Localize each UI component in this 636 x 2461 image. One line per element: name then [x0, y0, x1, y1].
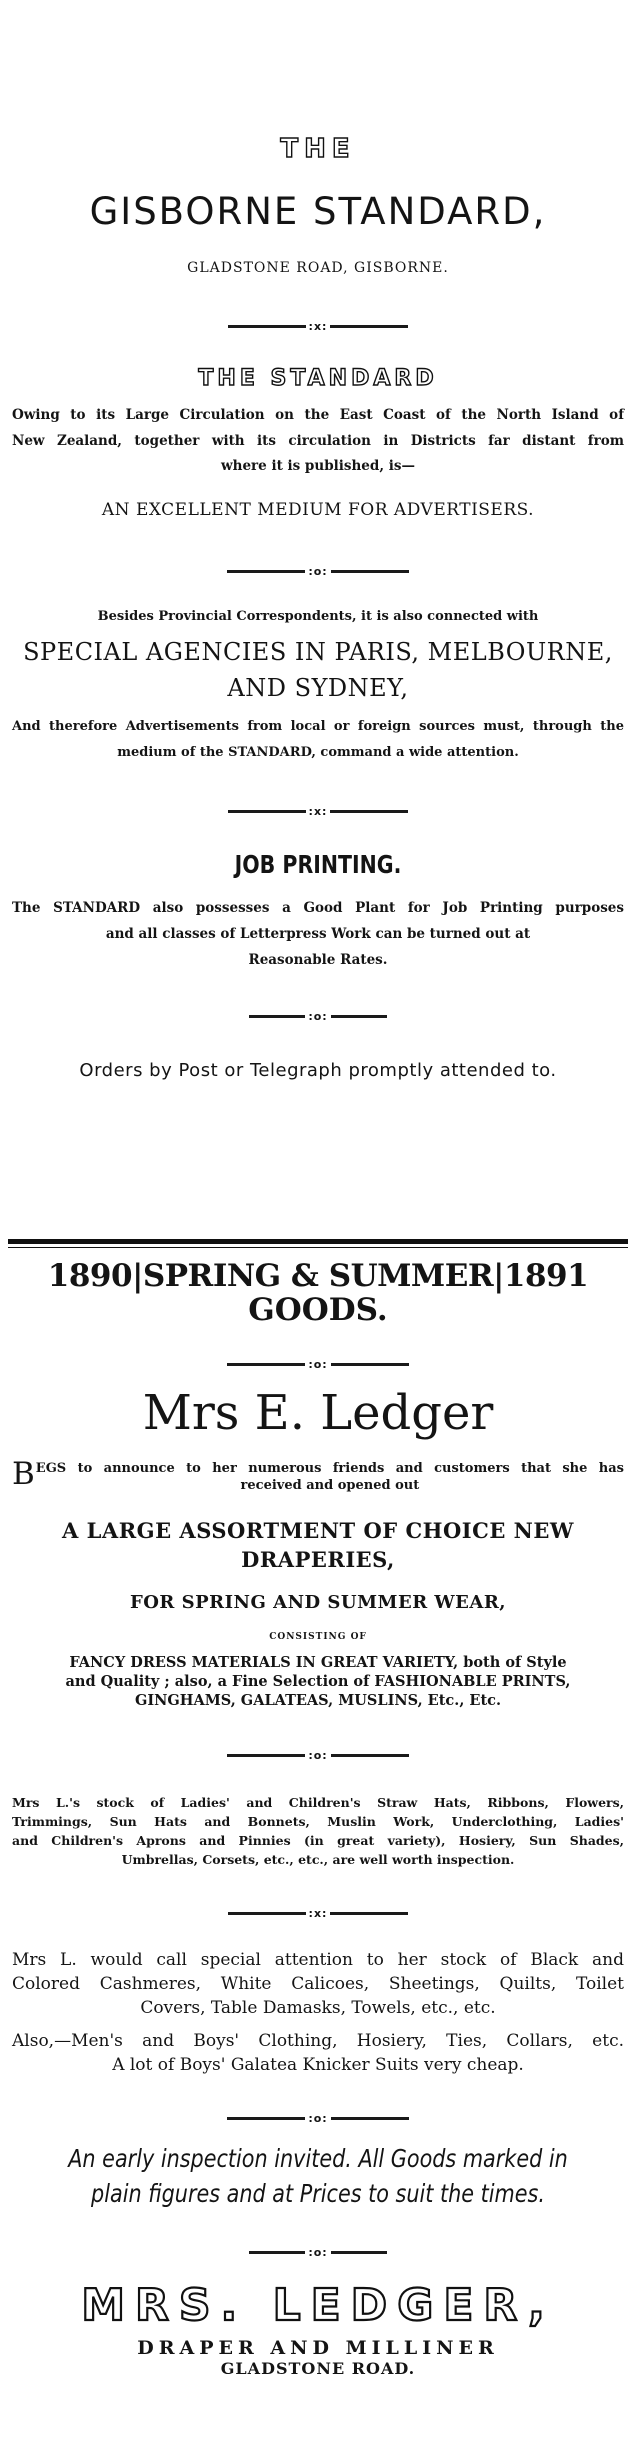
divider-ornament: :o: [0, 1358, 636, 1371]
divider-ornament: :o: [0, 2246, 636, 2259]
attention-line-1: Mrs L. would call special attention to her stock of Black and [12, 1950, 624, 1970]
divider-ornament: :x: [0, 320, 636, 333]
fancy-line-3: GINGHAMS, GALATEAS, MUSLINS, Etc., Etc. [134, 1692, 502, 1709]
proprietor-name: Mrs E. Ledger [142, 1385, 494, 1441]
footer-address: GLADSTONE ROAD. [220, 2359, 416, 2378]
job-printing-line-2: and all classes of Letterpress Work can be turned out at [105, 926, 531, 942]
job-printing-line-3: Reasonable Rates. [248, 952, 388, 968]
attention-line-2: Colored Cashmeres, White Calicoes, Sheetings, Quilts, Toilet [12, 1974, 624, 1994]
also-line-1: Also,—Men's and Boys' Clothing, Hosiery, Ties, Collars, etc. [12, 2031, 624, 2051]
masthead-address: GLADSTONE ROAD, GISBORNE. [187, 260, 449, 276]
masthead-title: GISBORNE STANDARD, [89, 190, 547, 233]
divider-ornament: :o: [0, 1749, 636, 1762]
stock-line-4: Umbrellas, Corsets, etc., etc., are well worth inspection. [121, 1852, 515, 1867]
section-rule-thick [8, 1239, 628, 1244]
consisting-of: CONSISTING OF [269, 1632, 367, 1642]
goods-line: GOODS. [248, 1292, 388, 1328]
agencies-line-1: SPECIAL AGENCIES IN PARIS, MELBOURNE, [23, 638, 613, 666]
inspection-line-1: An early inspection invited. All Goods marked in [68, 2144, 568, 2173]
orders-line: Orders by Post or Telegraph promptly attended to. [79, 1060, 557, 1081]
inspection-line-2: plain figures and at Prices to suit the times. [91, 2179, 545, 2208]
footer-trade: DRAPER AND MILLINER [137, 2337, 499, 2359]
agencies-para-1: And therefore Advertisements from local or foreign sources must, through the [12, 719, 624, 734]
standard-heading: THE STANDARD [198, 366, 438, 391]
advertisers-medium-line: AN EXCELLENT MEDIUM FOR ADVERTISERS. [101, 500, 535, 520]
season-line: 1890|SPRING & SUMMER|1891 [47, 1258, 589, 1294]
standard-line-3: where it is published, is— [221, 458, 415, 474]
drop-cap: B [12, 1456, 35, 1492]
fancy-line-2: and Quality ; also, a Fine Selection of FASHIONABLE PRINTS, [65, 1673, 571, 1690]
stock-line-1: Mrs L.'s stock of Ladies' and Children's Straw Hats, Ribbons, Flowers, [12, 1795, 624, 1810]
spring-summer-wear: FOR SPRING AND SUMMER WEAR, [129, 1592, 507, 1613]
also-line-2: A lot of Boys' Galatea Knicker Suits very cheap. [112, 2055, 524, 2075]
intro-paragraph [12, 1456, 624, 1494]
assortment-line-2: DRAPERIES, [241, 1547, 395, 1572]
masthead-the: THE [280, 134, 356, 164]
assortment-line-1: A LARGE ASSORTMENT OF CHOICE NEW [62, 1518, 574, 1543]
divider-ornament: :x: [0, 805, 636, 818]
section-rule-thin [8, 1247, 628, 1248]
job-printing-line-1: The STANDARD also possesses a Good Plant for Job Printing purposes [12, 900, 624, 916]
intro-line-2: received and opened out [240, 1478, 420, 1493]
agencies-para-2: medium of the STANDARD, command a wide attention. [117, 745, 519, 760]
stock-line-3: and Children's Aprons and Pinnies (in great variety), Hosiery, Sun Shades, [12, 1833, 624, 1848]
stock-line-2: Trimmings, Sun Hats and Bonnets, Muslin Work, Underclothing, Ladies' [12, 1814, 624, 1829]
divider-ornament: :x: [0, 1907, 636, 1920]
agencies-line-2: AND SYDNEY, [227, 674, 409, 702]
divider-ornament: :o: [0, 2112, 636, 2125]
divider-ornament: :o: [0, 565, 636, 578]
attention-line-3: Covers, Table Damasks, Towels, etc., etc. [140, 1998, 496, 2018]
standard-line-1: Owing to its Large Circulation on the East Coast of the North Island of [12, 407, 624, 423]
intro-line-1: EGS to announce to her numerous friends and customers that she has [35, 1461, 624, 1476]
footer-name: MRS. LEDGER, [81, 2280, 555, 2331]
job-printing-heading: JOB PRINTING. [234, 850, 402, 879]
agencies-intro: Besides Provincial Correspondents, it is also connected with [97, 609, 539, 624]
divider-ornament: :o: [0, 1010, 636, 1023]
fancy-line-1: FANCY DRESS MATERIALS IN GREAT VARIETY, both of Style [69, 1654, 567, 1671]
standard-line-2: New Zealand, together with its circulation in Districts far distant from [12, 433, 624, 449]
